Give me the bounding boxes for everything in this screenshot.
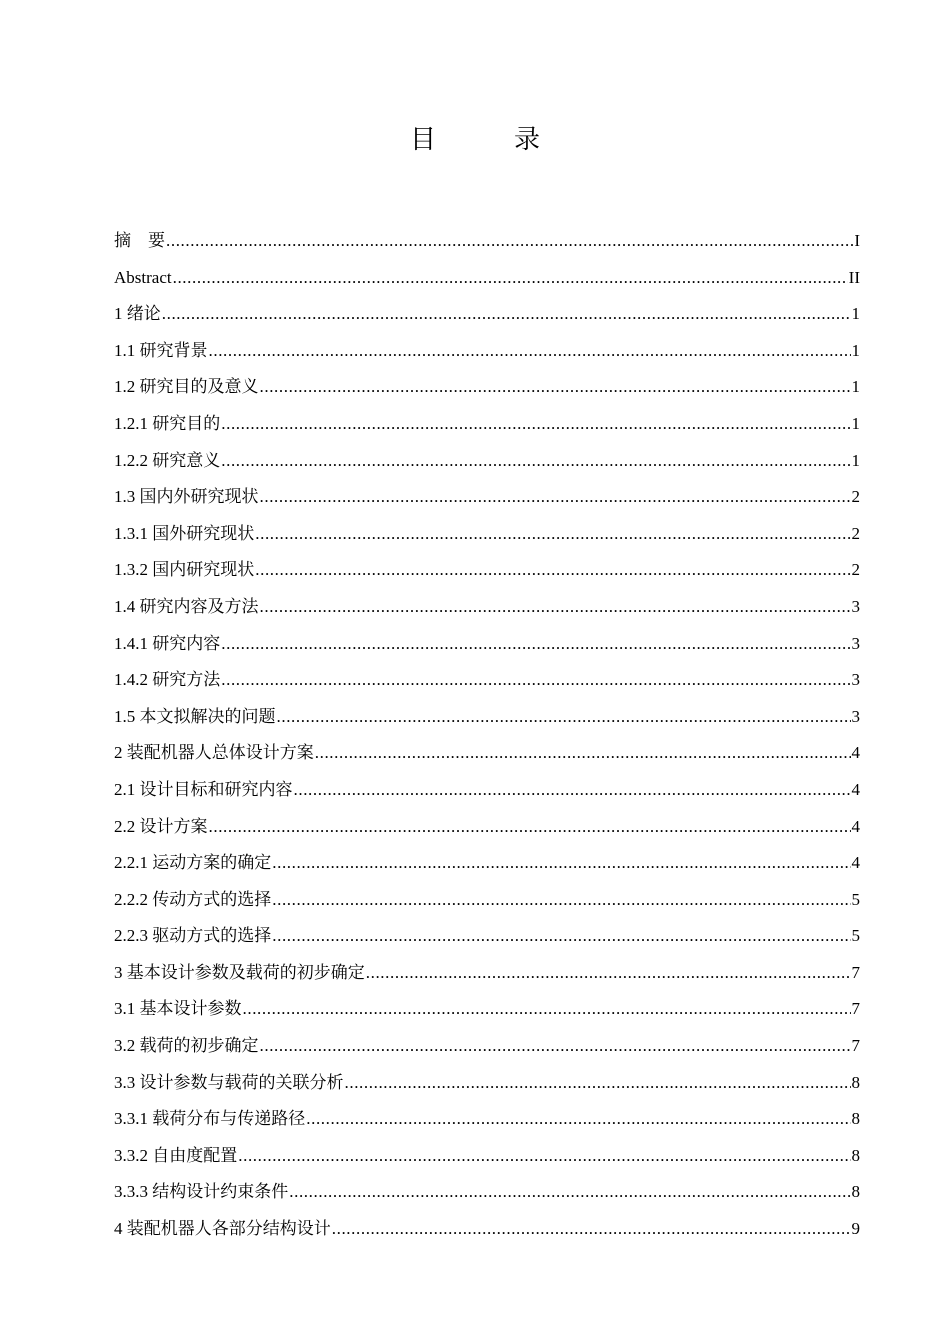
toc-entry[interactable] [114,369,860,406]
toc-dot-leader [366,955,851,992]
toc-entry[interactable] [114,1211,860,1248]
toc-dot-leader [238,1138,850,1175]
toc-entry-page-number: 7 [851,999,860,1019]
toc-entry-page-number: 1 [851,377,860,397]
toc-entry[interactable] [114,918,860,955]
toc-dot-leader [294,772,851,809]
toc-entry-label: 1.3 国内外研究现状 [114,487,259,507]
toc-entry-label: 1 绪论 [114,304,161,324]
toc-entry-page-number: 2 [851,523,860,543]
toc-entry-page-number: 1 [851,413,860,433]
toc-entry-page-number: 8 [851,1109,860,1129]
toc-entry[interactable] [114,662,860,699]
toc-entry[interactable] [114,1065,860,1102]
toc-entry-label: 3.3 设计参数与载荷的关联分析 [114,1072,344,1092]
toc-entry-label: 1.4 研究内容及方法 [114,596,259,616]
toc-entry[interactable] [114,882,860,919]
toc-entry-page-number: 2 [851,487,860,507]
toc-entry-page-number: 3 [851,596,860,616]
toc-entry[interactable] [114,955,860,992]
toc-dot-leader [345,1065,851,1102]
toc-entry[interactable] [114,443,860,480]
toc-entry-page-number: 4 [851,853,860,873]
toc-dot-leader [260,589,851,626]
toc-dot-leader [260,369,851,406]
toc-entry-page-number: 3 [851,633,860,653]
toc-entry-label: 2.1 设计目标和研究内容 [114,779,293,799]
toc-entry-page-number: 8 [851,1072,860,1092]
toc-entry[interactable] [114,406,860,443]
toc-entry[interactable] [114,772,860,809]
toc-entry-label: 1.2.1 研究目的 [114,413,221,433]
toc-entry[interactable] [114,626,860,663]
toc-entry-label: 3.3.3 结构设计约束条件 [114,1182,289,1202]
toc-entry[interactable] [114,1174,860,1211]
toc-entry-label: 2.2.1 运动方案的确定 [114,853,272,873]
toc-dot-leader [289,1174,850,1211]
toc-dot-leader [243,991,851,1028]
toc-dot-leader [272,845,850,882]
toc-entry[interactable] [114,845,860,882]
toc-entry-label: 1.3.1 国外研究现状 [114,523,255,543]
toc-entry-label: 1.1 研究背景 [114,340,208,360]
toc-entry-label: 1.2.2 研究意义 [114,450,221,470]
toc-entry[interactable] [114,516,860,553]
toc-entry-label: 3.3.1 载荷分布与传递路径 [114,1109,306,1129]
toc-entry-label: 1.3.2 国内研究现状 [114,560,255,580]
toc-entry[interactable] [114,552,860,589]
toc-dot-leader [221,406,850,443]
toc-dot-leader [332,1211,851,1248]
toc-entry[interactable] [114,991,860,1028]
toc-entry-page-number: II [848,267,860,287]
toc-dot-leader [277,699,851,736]
page-title: 目 录 [409,125,566,155]
toc-dot-leader [255,516,850,553]
toc-entry[interactable] [114,1028,860,1065]
toc-entry-label: 1.2 研究目的及意义 [114,377,259,397]
toc-entry-label: 3.1 基本设计参数 [114,999,242,1019]
toc-dot-leader [221,626,850,663]
toc-entry[interactable] [114,809,860,846]
toc-entry-label: 2.2 设计方案 [114,816,208,836]
toc-entry-label: 3 基本设计参数及载荷的初步确定 [114,962,365,982]
toc-entry-label: 3.2 载荷的初步确定 [114,1036,259,1056]
toc-entry-page-number: 8 [851,1182,860,1202]
toc-entry-label: 3.3.2 自由度配置 [114,1145,238,1165]
toc-entry-label: 1.4.1 研究内容 [114,633,221,653]
toc-entry-page-number: I [854,231,860,250]
toc-entry-page-number: 5 [851,926,860,946]
toc-entry-page-number: 1 [851,304,860,324]
toc-entry[interactable] [114,260,860,297]
toc-entry-page-number: 4 [851,743,860,763]
toc-entry-label: 2.2.2 传动方式的选择 [114,889,272,909]
toc-list [114,223,860,1248]
toc-entry-page-number: 4 [851,779,860,799]
toc-entry-label: 1.4.2 研究方法 [114,670,221,690]
toc-dot-leader [209,333,851,370]
toc-entry[interactable] [114,589,860,626]
toc-entry-page-number: 7 [851,962,860,982]
toc-dot-leader [272,918,850,955]
toc-entry[interactable] [114,699,860,736]
toc-entry-page-number: 5 [851,889,860,909]
toc-dot-leader [173,260,848,297]
toc-entry[interactable] [114,479,860,516]
toc-entry-page-number: 8 [851,1145,860,1165]
toc-entry-page-number: 1 [851,340,860,360]
toc-entry-label: 2 装配机器人总体设计方案 [114,743,314,763]
toc-dot-leader [260,1028,851,1065]
toc-entry[interactable] [114,223,860,260]
toc-dot-leader [315,735,851,772]
toc-dot-leader [255,552,850,589]
toc-dot-leader [221,662,850,699]
toc-dot-leader [166,223,853,260]
toc-entry-page-number: 9 [851,1219,860,1239]
toc-entry-label: Abstract [114,267,172,287]
toc-entry[interactable] [114,1101,860,1138]
toc-dot-leader [306,1101,850,1138]
toc-entry-label: 1.5 本文拟解决的问题 [114,706,276,726]
toc-dot-leader [221,443,850,480]
toc-entry[interactable] [114,333,860,370]
toc-dot-leader [260,479,851,516]
toc-dot-leader [272,882,850,919]
toc-entry-page-number: 3 [851,670,860,690]
toc-dot-leader [209,809,851,846]
toc-entry[interactable] [114,296,860,333]
toc-entry-page-number: 1 [851,450,860,470]
toc-entry[interactable] [114,735,860,772]
toc-entry-page-number: 2 [851,560,860,580]
toc-dot-leader [162,296,851,333]
toc-entry-page-number: 7 [851,1036,860,1056]
toc-entry[interactable] [114,1138,860,1175]
toc-entry-page-number: 3 [851,706,860,726]
toc-entry-label: 摘 要 [114,231,165,250]
toc-entry-page-number: 4 [851,816,860,836]
toc-entry-label: 2.2.3 驱动方式的选择 [114,926,272,946]
toc-entry-label: 4 装配机器人各部分结构设计 [114,1219,331,1239]
